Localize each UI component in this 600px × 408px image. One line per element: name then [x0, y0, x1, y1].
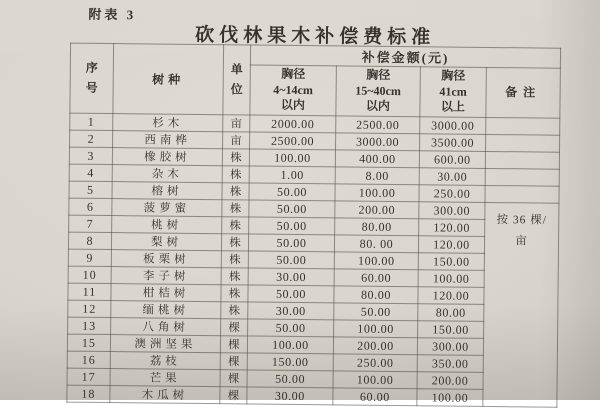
- cell-species: 李子树: [111, 267, 221, 285]
- cell-amount-small: 150.00: [247, 353, 333, 371]
- cell-no: 4: [69, 164, 112, 181]
- cell-unit: 株: [222, 149, 249, 166]
- cell-amount-medium: 100.00: [334, 320, 418, 338]
- cell-unit: 株: [222, 200, 249, 217]
- cell-amount-large: 3500.00: [420, 134, 486, 152]
- cell-unit: 株: [221, 268, 248, 285]
- cell-amount-large: 3000.00: [420, 117, 486, 135]
- cell-amount-medium: 80. 00: [334, 235, 418, 253]
- cell-amount-small: 50.00: [248, 251, 334, 269]
- cell-amount-small: 30.00: [247, 387, 333, 405]
- header-diameter-small: 胸径 4~14cm 以内: [250, 65, 337, 116]
- cell-no: 15: [67, 334, 110, 351]
- cell-amount-small: 50.00: [249, 183, 335, 201]
- cell-no: 6: [69, 198, 112, 215]
- header-unit: [223, 45, 251, 115]
- cell-amount-small: 50.00: [249, 217, 335, 235]
- table-body: [67, 113, 560, 407]
- cell-amount-large: 200.00: [417, 372, 483, 390]
- cell-amount-small: 1.00: [249, 166, 335, 184]
- cell-no: 17: [67, 368, 110, 385]
- header-diameter-medium: 胸径 15~40cm 以内: [336, 66, 421, 117]
- cell-species: 西南桦: [113, 131, 223, 149]
- cell-no: 10: [68, 266, 111, 283]
- cell-unit: 株: [222, 217, 249, 234]
- cell-amount-medium: 2500.00: [336, 116, 420, 134]
- cell-no: 1: [70, 113, 113, 130]
- cell-amount-large: 300.00: [417, 338, 483, 356]
- cell-amount-medium: 80.00: [335, 218, 419, 236]
- appendix-label: 附表 3: [88, 6, 137, 23]
- cell-amount-large: 120.00: [418, 287, 484, 305]
- cell-amount-large: 150.00: [418, 321, 484, 339]
- table-header: [70, 43, 561, 118]
- cell-amount-small: 50.00: [248, 234, 334, 252]
- cell-unit: 亩: [223, 115, 250, 132]
- cell-species: 澳洲坚果: [110, 335, 220, 353]
- cell-amount-medium: 200.00: [335, 201, 419, 219]
- header-remark: 备注: [486, 67, 561, 118]
- cell-amount-medium: 50.00: [334, 303, 418, 321]
- header-amount-group: 补偿金额(元): [250, 45, 560, 68]
- cell-no: 13: [68, 317, 111, 334]
- header-unit-label: 单位: [230, 61, 243, 96]
- cell-species: 菠萝蜜: [112, 199, 222, 217]
- cell-species: 杉木: [113, 114, 223, 132]
- cell-amount-medium: 400.00: [335, 150, 419, 168]
- header-no: [70, 43, 114, 113]
- cell-no: 7: [69, 215, 112, 232]
- header-diameter-large: 胸径 41cm 以上: [420, 67, 487, 118]
- cell-no: 9: [68, 249, 111, 266]
- cell-no: 11: [68, 283, 111, 300]
- cell-amount-medium: 60.00: [334, 269, 418, 287]
- cell-amount-small: 50.00: [248, 285, 334, 303]
- cell-amount-large: 300.00: [419, 202, 485, 220]
- header-species: 树种: [113, 44, 224, 115]
- cell-amount-large: 120.00: [418, 236, 484, 254]
- cell-unit: 棵: [220, 353, 247, 370]
- cell-no: 5: [69, 181, 112, 198]
- cell-no: 16: [67, 351, 110, 368]
- cell-remark-empty: [486, 134, 560, 152]
- cell-unit: 棵: [221, 319, 248, 336]
- cell-unit: 棵: [220, 387, 247, 404]
- cell-amount-small: 50.00: [247, 370, 333, 388]
- cell-amount-large: 250.00: [419, 185, 485, 203]
- cell-no: 3: [69, 147, 112, 164]
- cell-species: 板栗树: [111, 250, 221, 268]
- cell-unit: 株: [221, 251, 248, 268]
- cell-remark-merged: 按 36 棵/ 亩: [483, 202, 559, 407]
- cell-amount-large: 120.00: [419, 219, 485, 237]
- header-no-label: 序号: [85, 60, 98, 95]
- cell-amount-small: 30.00: [248, 302, 334, 320]
- cell-amount-medium: 100.00: [334, 252, 418, 270]
- cell-amount-large: 100.00: [418, 270, 484, 288]
- cell-amount-small: 2000.00: [250, 115, 336, 133]
- cell-amount-medium: 80.00: [334, 286, 418, 304]
- cell-amount-medium: 3000.00: [336, 133, 420, 151]
- cell-unit: 亩: [223, 132, 250, 149]
- cell-no: 8: [68, 232, 111, 249]
- cell-amount-medium: 8.00: [335, 167, 419, 185]
- cell-species: 榕树: [112, 182, 222, 200]
- cell-remark-empty: [486, 117, 560, 135]
- document-title: 砍伐林果木补偿费标准: [195, 24, 436, 49]
- cell-no: 12: [68, 300, 111, 317]
- cell-unit: 株: [221, 285, 248, 302]
- cell-species: 木瓜树: [110, 386, 220, 404]
- cell-species: 杂木: [112, 165, 222, 183]
- cell-amount-large: 80.00: [418, 304, 484, 322]
- cell-unit: 棵: [220, 370, 247, 387]
- cell-amount-large: 100.00: [417, 389, 483, 407]
- cell-no: 18: [67, 385, 110, 402]
- cell-species: 缅桃树: [111, 301, 221, 319]
- cell-amount-large: 150.00: [418, 253, 484, 271]
- header-row-group: [70, 43, 560, 68]
- cell-unit: 株: [221, 234, 248, 251]
- cell-species: 橡胶树: [112, 148, 222, 166]
- cell-unit: 株: [222, 183, 249, 200]
- cell-unit: 株: [222, 166, 249, 183]
- cell-remark-empty: [485, 185, 559, 203]
- cell-amount-small: 100.00: [249, 149, 335, 167]
- cell-species: 荔枝: [110, 352, 220, 370]
- cell-species: 柑桔树: [111, 284, 221, 302]
- cell-amount-large: 30.00: [419, 168, 485, 186]
- cell-amount-small: 50.00: [248, 319, 334, 337]
- cell-species: 八角树: [111, 318, 221, 336]
- cell-remark-empty: [485, 151, 559, 169]
- compensation-table: [66, 43, 561, 408]
- cell-amount-medium: 100.00: [335, 184, 419, 202]
- cell-species: 芒果: [110, 369, 220, 387]
- cell-amount-medium: 250.00: [333, 354, 417, 372]
- cell-amount-small: 50.00: [249, 200, 335, 218]
- cell-species: 梨树: [111, 233, 221, 251]
- cell-remark-empty: [485, 168, 559, 186]
- cell-amount-medium: 200.00: [333, 337, 417, 355]
- cell-amount-small: 30.00: [248, 268, 334, 286]
- cell-species: 桃树: [112, 216, 222, 234]
- cell-amount-large: 350.00: [417, 355, 483, 373]
- cell-amount-small: 100.00: [247, 336, 333, 354]
- cell-no: 2: [70, 130, 113, 147]
- cell-unit: 株: [221, 302, 248, 319]
- cell-amount-small: 2500.00: [250, 132, 336, 150]
- cell-amount-large: 600.00: [419, 151, 485, 169]
- cell-unit: 棵: [220, 336, 247, 353]
- cell-amount-medium: 100.00: [333, 371, 417, 389]
- cell-amount-medium: 60.00: [333, 388, 417, 406]
